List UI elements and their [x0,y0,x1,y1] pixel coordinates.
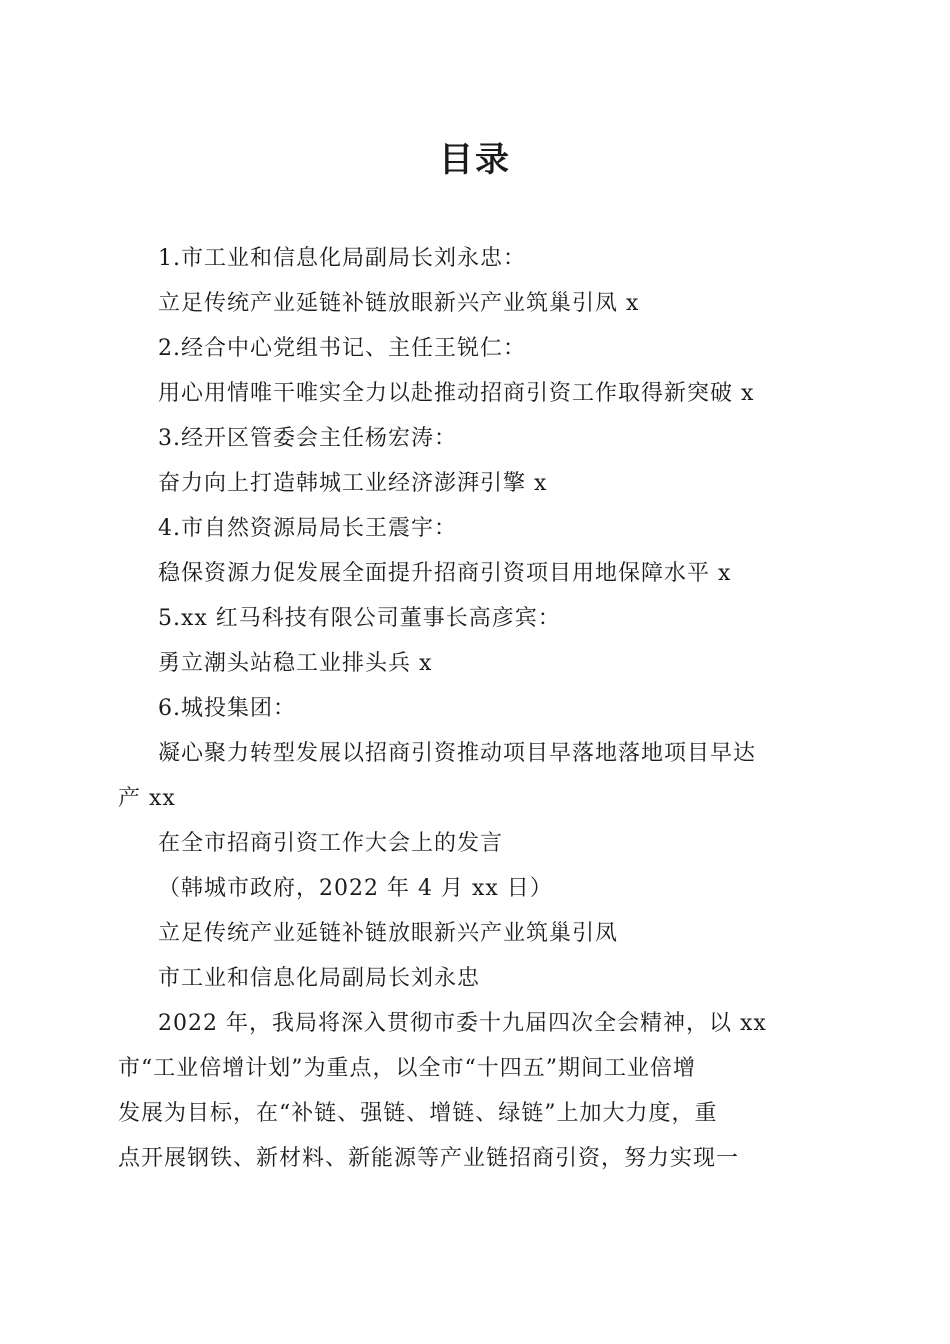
toc-heading-6: 6.城投集团： [158,696,296,721]
paragraph-line-2: 市“工业倍增计划”为重点，以全市“十四五”期间工业倍增 [118,1056,696,1081]
toc-heading-1: 1.市工业和信息化局副局长刘永忠： [158,246,526,271]
toc-heading-3: 3.经开区管委会主任杨宏涛： [158,426,457,451]
toc-heading-2: 2.经合中心党组书记、主任王锐仁： [158,336,526,361]
toc-subtitle-2: 用心用情唯干唯实全力以赴推动招商引资工作取得新突破 x [158,381,755,406]
article-author: 市工业和信息化局副局长刘永忠 [158,966,481,991]
body-paragraph [118,1001,830,1181]
paragraph-line-4: 点开展钢铁、新材料、新能源等产业链招商引资，努力实现一 [118,1146,740,1171]
page-title: 目录 [439,140,511,180]
paragraph-line-1: 2022 年，我局将深入贯彻市委十九届四次全会精神，以 xx [158,1011,767,1036]
speech-meta: （韩城市政府，2022 年 4 月 xx 日） [158,876,553,901]
toc-subtitle-6-line2: 产 xx [118,786,176,811]
toc-heading-5: 5.xx 红马科技有限公司董事长高彦宾： [158,606,561,631]
toc-heading-4: 4.市自然资源局局长王震宇： [158,516,457,541]
toc-subtitle-3: 奋力向上打造韩城工业经济澎湃引擎 x [158,471,548,496]
speech-title: 在全市招商引资工作大会上的发言 [158,831,504,856]
article-title: 立足传统产业延链补链放眼新兴产业筑巢引凤 [158,921,619,946]
document-content [118,236,830,1181]
paragraph-line-3: 发展为目标，在“补链、强链、增链、绿链”上加大力度，重 [118,1101,718,1126]
toc-subtitle-4: 稳保资源力促发展全面提升招商引资项目用地保障水平 x [158,561,732,586]
toc-subtitle-6-line1: 凝心聚力转型发展以招商引资推动项目早落地落地项目早达 [158,741,757,766]
toc-subtitle-1: 立足传统产业延链补链放眼新兴产业筑巢引凤 x [158,291,640,316]
toc-subtitle-5: 勇立潮头站稳工业排头兵 x [158,651,433,676]
